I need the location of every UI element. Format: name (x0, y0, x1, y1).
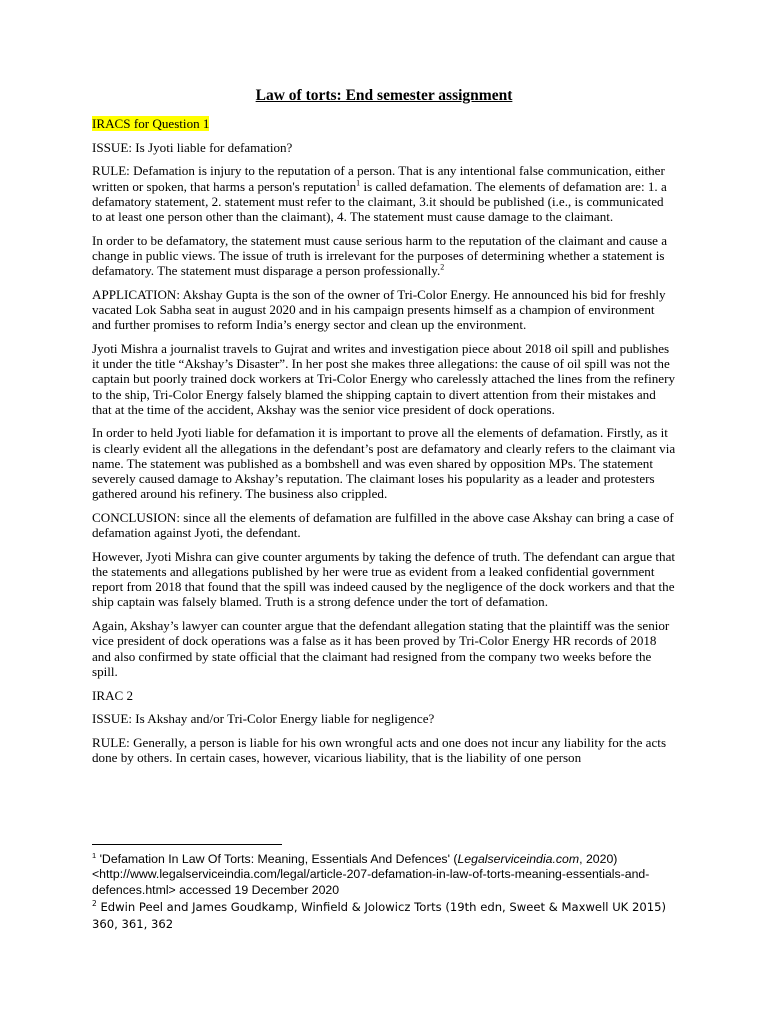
footnote-1-text-a: 'Defamation In Law Of Torts: Meaning, Essentials And Defences' ( (96, 852, 458, 866)
footnote-separator (92, 844, 282, 845)
paragraph-counter-argument: However, Jyoti Mishra can give counter arguments by taking the defence of truth. The defendant can argue that the statements and allegations published by her were true as evident from a leaked confidential government report from 2018 that found that the spill was indeed caused by the negligence of the dock workers and that the ship captain was falsely blamed. Truth is a strong defence under the tort of defamation. (92, 548, 676, 610)
footnote-1-source: Legalserviceindia.com (457, 852, 580, 866)
footnote-ref-1[interactable]: 1 (356, 178, 361, 188)
rule-2: RULE: Generally, a person is liable for his own wrongful acts and one does not incur any liability for the acts done by others. In certain cases, however, vicarious liability, that is the liability of one person (92, 734, 667, 766)
footnote-1-marker: 1 (92, 850, 97, 860)
rule-1 (92, 163, 676, 224)
footnote-2-text: Edwin Peel and James Goudkamp, Winfield & Jolowicz Torts (19th edn, Sweet & Maxwell UK 2015) 360, 361, 362 (92, 899, 666, 931)
paragraph-lawyer: Again, Akshay’s lawyer can counter argue that the defendant allegation stating that the plaintiff was the senior vice president of dock operations was a false as it has been proved by Tri-Color Energy HR records of 2018 and also confirmed by state official that the claimant had resigned from the company two weeks before the spill. (92, 618, 670, 679)
document-title: Law of torts: End semester assignment (255, 87, 513, 104)
issue-1: ISSUE: Is Jyoti liable for defamation? (92, 139, 293, 155)
conclusion-1: CONCLUSION: since all the elements of defamation are fulfilled in the above case Akshay can bring a case of defamation against Jyoti, the defendant. (92, 509, 674, 541)
highlighted-heading: IRACS for Question 1 (92, 116, 210, 131)
iracs-q1-heading (92, 116, 676, 131)
paragraph-defamatory (92, 233, 676, 279)
paragraph-defamatory-text: In order to be defamatory, the statement must cause serious harm to the reputation of the claimant and cause a change in public views. The issue of truth is irrelevant for the purposes of determining whether a statement is defamatory. The statement must disparage a person professionally. (92, 232, 668, 279)
document-body (92, 86, 676, 774)
footnote-1 (92, 852, 676, 898)
footnote-2-marker: 2 (92, 899, 97, 909)
issue-2: ISSUE: Is Akshay and/or Tri-Color Energy liable for negligence? (92, 711, 435, 727)
application-1: APPLICATION: Akshay Gupta is the son of the owner of Tri-Color Energy. He announced his bid for freshly vacated Lok Sabha seat in august 2020 and in his campaign presents himself as a champion of environment and further promises to reform India’s energy sector and clean up the environment. (92, 286, 666, 333)
footnote-ref-2[interactable]: 2 (440, 262, 445, 272)
rule-1-text-b: is called defamation. The elements of defamation are: 1. a defamatory statement, 2. statement must refer to the claimant, 3.it should be published (i.e., is communicated to at least one person other than the claimant), 4. The statement must cause damage to the claimant. (92, 178, 667, 225)
rule-1-text-a: RULE: Defamation is injury to the reputation of a person. That is any intentional false communication, either written or spoken, that harms a person's reputation (92, 163, 665, 194)
irac-2-heading: IRAC 2 (92, 687, 134, 703)
paragraph-jyoti: Jyoti Mishra a journalist travels to Gujrat and writes and investigation piece about 2018 oil spill and publishes it under the title “Akshay’s Disaster”. In her post she makes three allegations: the cause of oil spill was not the captain but poorly trained dock workers at Tri-Color Energy who carelessly attached the lines from the refinery to the ship, Tri-Color Energy falsely blamed the shipping captain to divert attention from their mistakes and that at the time of the accident, Akshay was the senior vice president of dock operations. (92, 340, 675, 417)
footnote-1-text-b: , 2020) <http://www.legalserviceindia.com/legal/article-207-defamation-in-law-of-torts-meaning-essentials-and-defences.html> accessed 19 December 2020 (92, 852, 650, 897)
footnote-2 (92, 899, 676, 933)
paragraph-elements: In order to held Jyoti liable for defamation it is important to prove all the elements of defamation. Firstly, as it is clearly evident all the allegations in the defendant’s post are defamatory and clearly refers to the claimant via name. The statement was published as a bombshell and was even shared by opposition MPs. The statement severely caused damage to Akshay’s reputation. The claimant loses his popularity as a leader and protesters gathered around his refinery. The business also crippled. (92, 425, 676, 502)
footnotes (92, 852, 676, 933)
